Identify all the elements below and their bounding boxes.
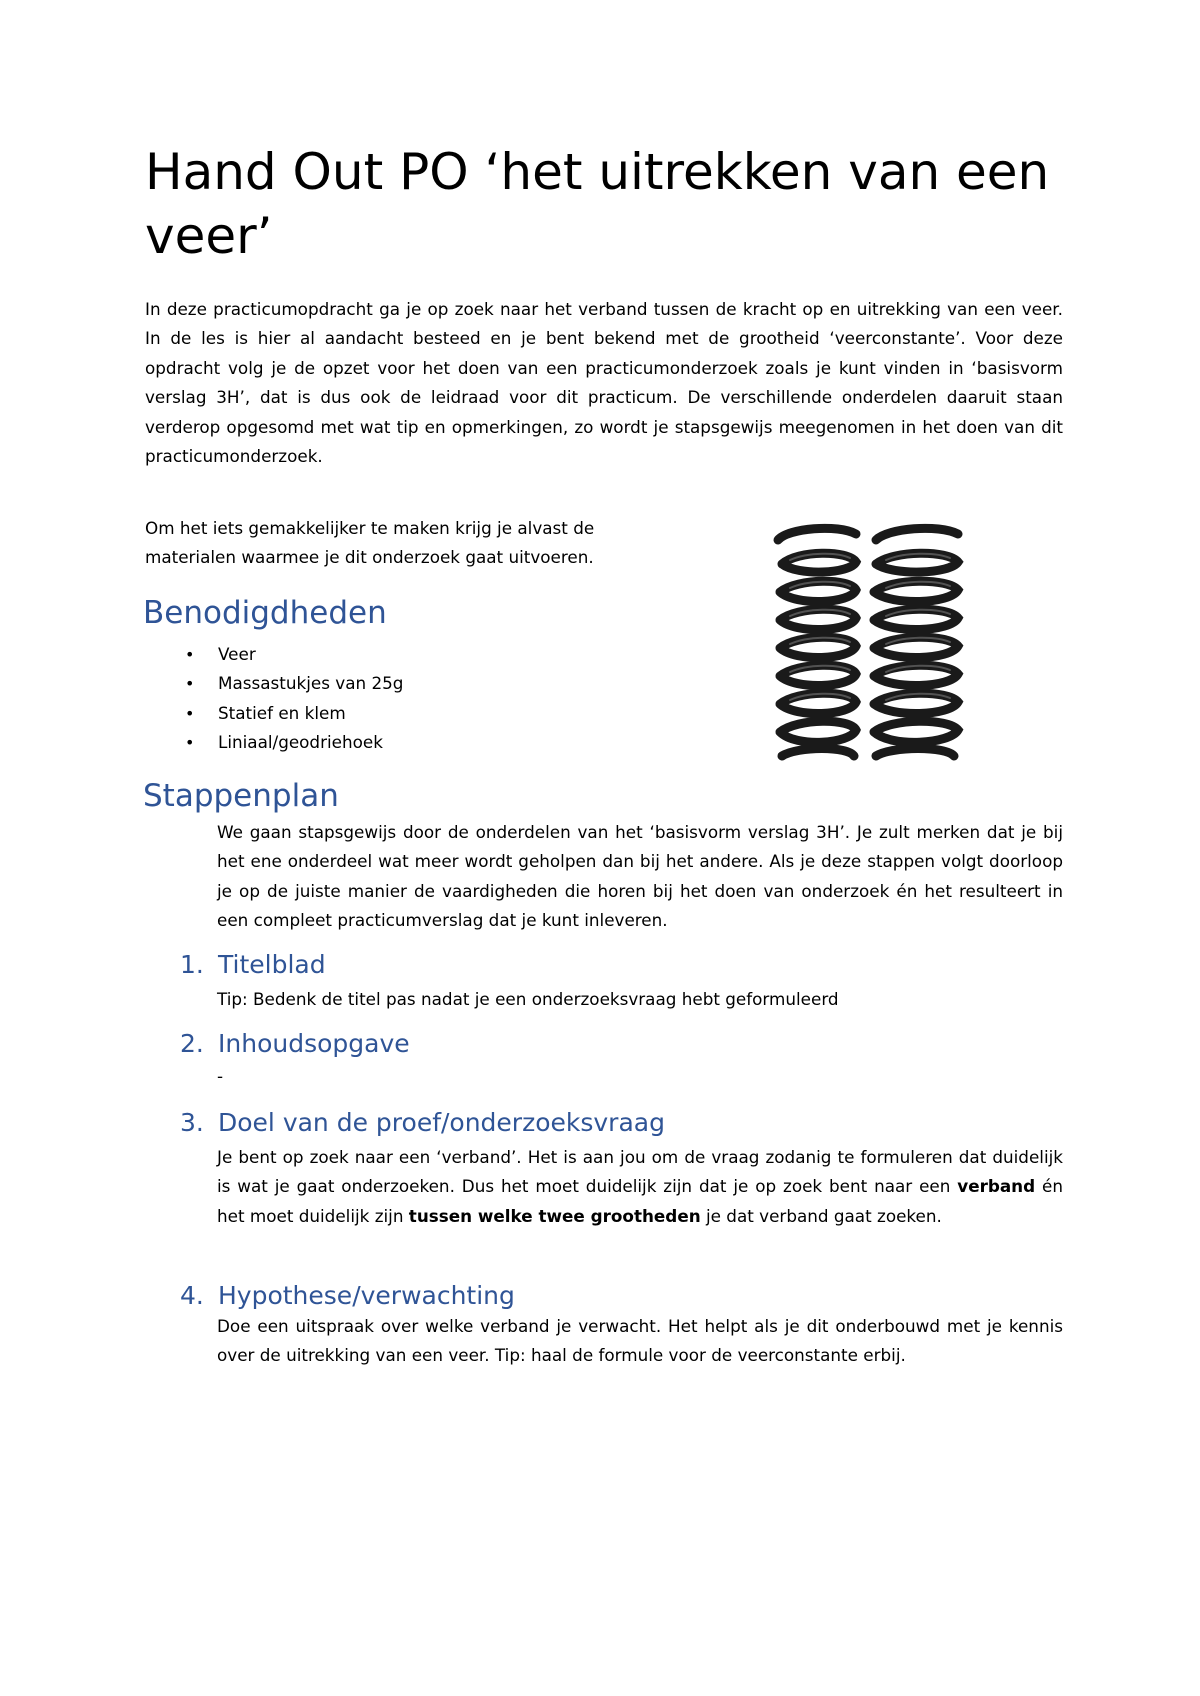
steps-intro: We gaan stapsgewijs door de onderdelen van het ‘basisvorm verslag 3H’. Je zult merken dat je bij het ene onderdeel wat meer wordt geholpen dan bij het andere. Als je deze stappen volgt doorloop je op de juiste manier de vaardigheden die horen bij het doen van onderzoek én het resulteert in een compleet practicumverslag dat je kunt inleveren. [217, 822, 1063, 931]
step-1-text: Tip: Bedenk de titel pas nadat je een onderzoeksvraag hebt geformuleerd [217, 989, 839, 1009]
step-4-text: Doe een uitspraak over welke verband je verwacht. Het helpt als je dit onderbouwd met je kennis over de uitrekking van een veer. Tip: haal de formule voor de veerconstante erbij. [217, 1316, 1063, 1366]
intro-paragraph: In deze practicumopdracht ga je op zoek naar het verband tussen de kracht op en uitrekking van een veer. In de les is hier al aandacht besteed en je bent bekend met de grootheid ‘veerconstante’. Voor deze opdracht volg je de opzet voor het doen van een practicumonderzoek zoals je kunt vinden in ‘basisvorm verslag 3H’, dat is dus ook de leidraad voor dit practicum. De verschillende onderdelen daaruit staan verderop opgesomd met wat tip en opmerkingen, zo wordt je stapsgewijs meegenomen in het doen van dit practicumonderzoek. [145, 299, 1063, 467]
materials-list [145, 640, 545, 758]
step-3-heading: 3. Doel van de proef/onderzoeksvraag [180, 1108, 665, 1137]
bullet-icon: • [185, 703, 195, 723]
step-1-heading: 1. Titelblad [180, 950, 326, 979]
step-2-heading: 2. Inhoudsopgave [180, 1029, 410, 1058]
step-4-heading: 4. Hypothese/verwachting [180, 1281, 515, 1310]
steps-heading: Stappenplan [143, 778, 339, 814]
materials-heading: Benodigdheden [143, 595, 387, 631]
list-item: • Veer [145, 640, 545, 669]
list-item: • Liniaal/geodriehoek [145, 728, 545, 757]
bullet-icon: • [185, 733, 195, 753]
bullet-icon: • [185, 674, 195, 694]
step-3-text: Je bent op zoek naar een ‘verband’. Het is aan jou om de vraag zodanig te formuleren dat duidelijk is wat je gaat onderzoeken. Dus het moet duidelijk zijn dat je op zoek bent naar een verband én het moet duidelijk zijn tussen welke twee grootheden je dat verband gaat zoeken. [217, 1147, 1063, 1226]
list-item: • Statief en klem [145, 699, 545, 728]
document-title: Hand Out PO ‘het uitrekken van een veer’ [145, 143, 1050, 265]
materials-intro: Om het iets gemakkelijker te maken krijg je alvast de materialen waarmee je dit onderzoek gaat uitvoeren. [145, 518, 595, 568]
step-2-text: - [217, 1066, 224, 1086]
list-item: • Massastukjes van 25g [145, 669, 545, 698]
coil-springs-image [768, 520, 968, 775]
bullet-icon: • [185, 645, 195, 664]
